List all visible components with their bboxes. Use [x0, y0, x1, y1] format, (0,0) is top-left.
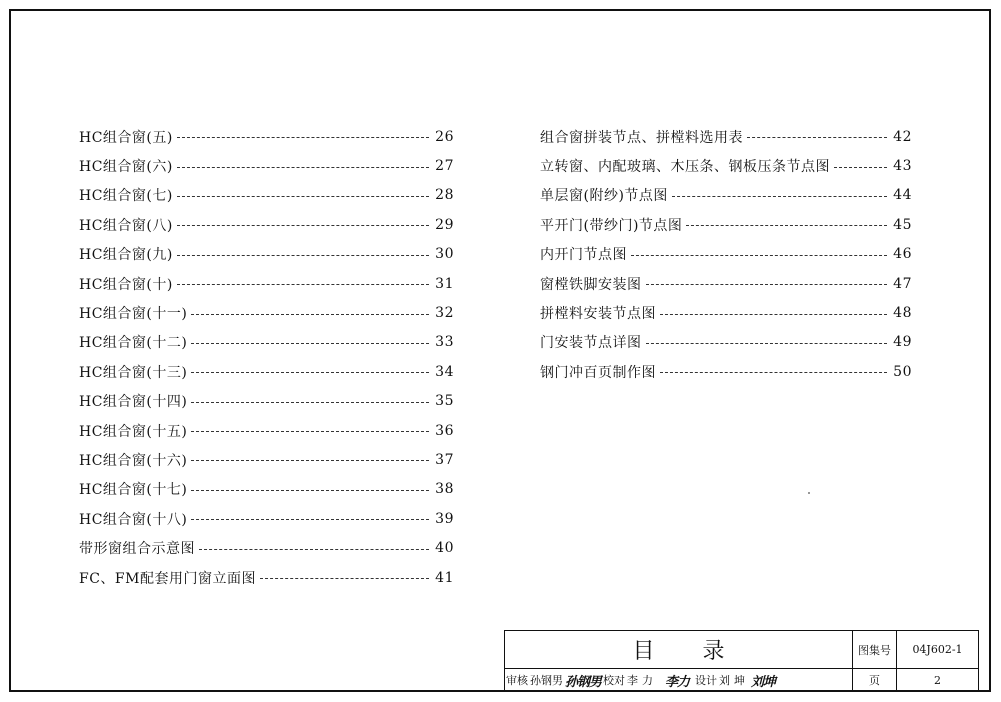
toc-entry-title: 带形窗组合示意图: [79, 541, 195, 558]
toc-leader-dashes: [177, 167, 429, 168]
toc-leader-dashes: [747, 137, 887, 138]
toc-entry-page: 27: [435, 158, 454, 175]
check-signature: 李力: [665, 674, 690, 690]
toc-entry: [540, 210, 912, 239]
toc-leader-dashes: [646, 284, 888, 285]
toc-entry-page: 29: [435, 216, 454, 233]
toc-leader-dashes: [834, 167, 887, 168]
design-label: 设计: [695, 674, 718, 687]
toc-entry-title: 拼樘料安装节点图: [540, 306, 656, 323]
toc-entry-page: 37: [435, 451, 454, 468]
toc-leader-dashes: [177, 137, 429, 138]
toc-entry-title: HC组合窗(十八): [79, 511, 188, 528]
title-block-title: 目录: [505, 631, 853, 669]
toc-entry-title: 钢门冲百页制作图: [540, 364, 656, 381]
toc-entry: [79, 151, 454, 180]
scan-speck: [808, 492, 810, 494]
toc-leader-dashes: [660, 314, 887, 315]
toc-entry-title: HC组合窗(十一): [79, 306, 188, 323]
toc-entry-title: HC组合窗(七): [79, 188, 173, 205]
atlas-label: 图集号: [853, 631, 897, 669]
toc-entry: [79, 269, 454, 298]
toc-entry-page: 50: [893, 363, 912, 380]
toc-entry-title: HC组合窗(十六): [79, 452, 188, 469]
toc-entry-title: HC组合窗(五): [79, 129, 173, 146]
toc-leader-dashes: [646, 343, 888, 344]
check-label: 校对: [603, 674, 626, 687]
toc-leader-dashes: [631, 255, 887, 256]
toc-right-column: [540, 122, 912, 387]
toc-entry: [79, 504, 454, 533]
toc-entry-page: 28: [435, 187, 454, 204]
toc-entry-page: 49: [893, 334, 912, 351]
toc-entry: [540, 328, 912, 357]
toc-leader-dashes: [177, 284, 429, 285]
toc-entry-page: 41: [435, 569, 454, 586]
toc-entry-title: HC组合窗(九): [79, 247, 173, 264]
toc-entry-page: 46: [893, 246, 912, 263]
toc-leader-dashes: [177, 196, 429, 197]
toc-entry: [79, 357, 454, 386]
toc-entry-title: HC组合窗(十五): [79, 423, 188, 440]
toc-entry: [540, 122, 912, 151]
title-block: [504, 630, 979, 692]
toc-entry-page: 35: [435, 393, 454, 410]
toc-entry-title: 立转窗、内配玻璃、木压条、钢板压条节点图: [540, 159, 830, 176]
atlas-number: 04J602-1: [897, 631, 978, 669]
toc-leader-dashes: [191, 402, 429, 403]
toc-leader-dashes: [191, 431, 429, 432]
toc-entry-page: 44: [893, 187, 912, 204]
toc-entry-title: HC组合窗(八): [79, 217, 173, 234]
toc-entry-title: HC组合窗(六): [79, 159, 173, 176]
signature-row: [505, 669, 853, 691]
toc-entry-title: 内开门节点图: [540, 247, 627, 264]
toc-leader-dashes: [177, 225, 429, 226]
toc-entry-page: 48: [893, 305, 912, 322]
toc-entry-page: 36: [435, 422, 454, 439]
toc-entry-page: 33: [435, 334, 454, 351]
toc-entry-title: FC、FM配套用门窗立面图: [79, 570, 256, 587]
design-signature: 刘坤: [751, 674, 776, 690]
toc-leader-dashes: [672, 196, 887, 197]
toc-leader-dashes: [191, 314, 429, 315]
toc-entry-page: 42: [893, 128, 912, 145]
toc-entry-page: 38: [435, 481, 454, 498]
toc-leader-dashes: [686, 225, 887, 226]
toc-leader-dashes: [191, 519, 429, 520]
toc-entry: [540, 269, 912, 298]
toc-entry: [79, 563, 454, 592]
review-name: 孙钢男: [530, 674, 563, 687]
toc-entry: [79, 328, 454, 357]
toc-entry-page: 43: [893, 158, 912, 175]
toc-entry-page: 32: [435, 305, 454, 322]
toc-entry: [540, 151, 912, 180]
toc-entry-title: 组合窗拼装节点、拼樘料选用表: [540, 129, 743, 146]
toc-entry-page: 30: [435, 246, 454, 263]
toc-leader-dashes: [191, 343, 429, 344]
toc-entry: [540, 357, 912, 386]
toc-entry-title: 窗樘铁脚安装图: [540, 276, 642, 293]
toc-entry-title: HC组合窗(十三): [79, 364, 188, 381]
review-signature: 孙钢男: [565, 674, 602, 690]
toc-entry-page: 34: [435, 363, 454, 380]
toc-entry: [79, 416, 454, 445]
toc-leader-dashes: [191, 490, 429, 491]
toc-entry-title: HC组合窗(十四): [79, 394, 188, 411]
toc-entry: [79, 298, 454, 327]
toc-entry: [79, 475, 454, 504]
toc-leader-dashes: [199, 549, 429, 550]
toc-entry: [79, 387, 454, 416]
toc-entry-page: 40: [435, 540, 454, 557]
toc-entry-title: HC组合窗(十): [79, 276, 173, 293]
toc-entry-page: 31: [435, 275, 454, 292]
page-label: 页: [853, 669, 897, 691]
toc-entry-title: 单层窗(附纱)节点图: [540, 188, 668, 205]
toc-entry: [79, 240, 454, 269]
toc-entry-page: 47: [893, 275, 912, 292]
toc-entry-page: 45: [893, 216, 912, 233]
toc-entry: [79, 181, 454, 210]
toc-entry-title: 平开门(带纱门)节点图: [540, 217, 683, 234]
toc-entry: [540, 181, 912, 210]
toc-entry: [79, 533, 454, 562]
toc-leader-dashes: [660, 372, 887, 373]
toc-entry-title: HC组合窗(十七): [79, 482, 188, 499]
design-name: 刘坤: [719, 674, 750, 687]
toc-entry: [540, 240, 912, 269]
toc-leader-dashes: [191, 372, 429, 373]
page-number: 2: [934, 673, 941, 687]
toc-left-column: [79, 122, 454, 592]
toc-entry: [79, 210, 454, 239]
review-label: 审核: [506, 674, 528, 687]
check-name: 李力: [627, 674, 658, 687]
toc-leader-dashes: [191, 460, 429, 461]
toc-entry: [79, 445, 454, 474]
toc-entry-title: HC组合窗(十二): [79, 335, 188, 352]
toc-entry: [540, 298, 912, 327]
toc-entry: [79, 122, 454, 151]
toc-leader-dashes: [260, 578, 429, 579]
toc-entry-title: 门安装节点详图: [540, 335, 642, 352]
toc-entry-page: 39: [435, 510, 454, 527]
toc-entry-page: 26: [435, 128, 454, 145]
toc-leader-dashes: [177, 255, 429, 256]
